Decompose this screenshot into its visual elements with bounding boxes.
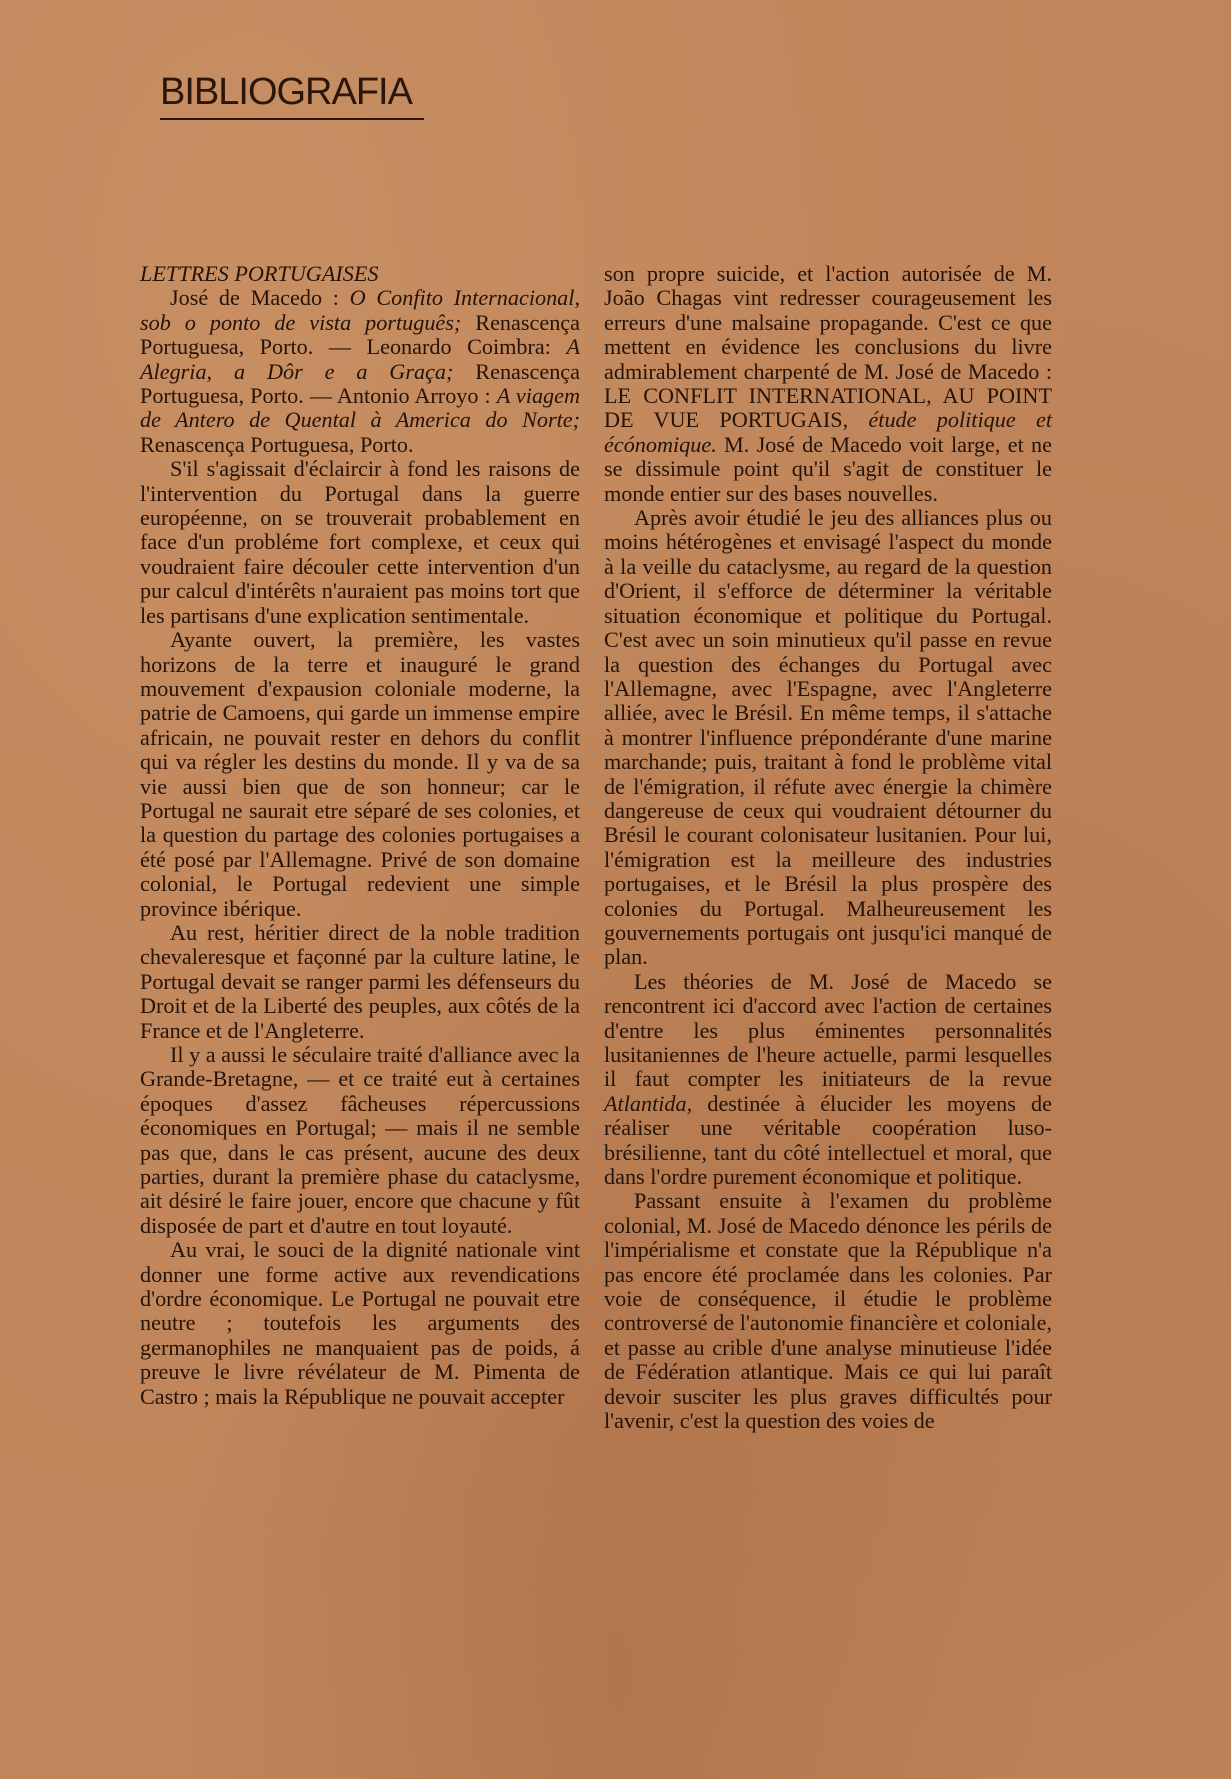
text-segment: M. José de Macedo voit large, et ne se dissimule point qu'il s'agit de constituer le monde entier sur des bases nouvelles. [604,431,1052,506]
text-segment: destinée à élucider les moyens de réaliser une véritable coopération luso-brésilienne, tant du côté intellectuel et moral, que dans l'ordre purement économique et politique. [604,1090,1052,1190]
paragraph-continued [604,262,1052,506]
text-segment: son propre suicide, et l'action autorisée de M. João Chagas vint redresser courageusement les erreurs d'une malsaine propagande. C'est ce que mettent en évidence les conclusions du livre admirablement charpenté de M. José de Macedo : LE CONFLIT INTERNATIONAL, AU POINT DE VUE PORTUGAIS, [604,261,1052,433]
right-column [604,262,1052,1434]
left-column [140,262,580,1409]
ref-title: O Confito Internacional, sob o ponto de vista português; [140,285,580,335]
paragraph [604,970,1052,1190]
ref-segment: Renascença Portuguesa, Porto. — Leonardo Coimbra: [140,309,580,360]
ref-title: A viagem de Antero de Quental à America do Norte; [140,383,580,433]
references-paragraph [140,286,580,457]
journal-title: Atlantida, [604,1090,693,1116]
ref-segment: Renascença Portuguesa, Porto. — Antonio Arroyo : [140,358,580,409]
section-title: LETTRES PORTUGAISES [140,261,379,286]
book-subtitle: étude politique et écónomique. [604,407,1052,457]
ref-title: A Alegria, a Dôr e a Graça; [140,334,580,384]
page-header: BIBLIOGRAFIA [160,72,424,120]
paragraph: Ayante ouvert, la première, les vastes horizons de la terre et inauguré le grand mouvement d'expausion coloniale moderne, la patrie de Camoens, qui garde un immense empire africain, ne pouvait rester en dehors du conflit qui va régler les destins du monde. Il y va de sa vie aussi bien que de son honneur; car le Portugal ne saurait etre séparé de ses colonies, et la question du partage des colonies portugaises a été posé par l'Allemagne. Privé de son domaine colonial, le Portugal redevient une simple province ibérique. [140,627,580,921]
paragraph: S'il s'agissait d'éclaircir à fond les raisons de l'intervention du Portugal dans la guerre européenne, on se trouverait probablement en face d'un probléme fort complexe, et ceux qui voudraient faire découler cette intervention d'un pur calcul d'intérêts n'auraient pas moins tort que les partisans d'une explication sentimentale. [140,456,580,628]
paragraph: Passant ensuite à l'examen du problème colonial, M. José de Macedo dénonce les périls de l'impérialisme et constate que la République n'a pas encore été proclamée dans les colonies. Par voie de conséquence, il étudie le problème controversé de l'autonomie financière et coloniale, et passe au crible d'une analyse minutieuse l'idée de Fédération atlantique. Mais ce qui lui paraît devoir susciter les plus graves difficultés pour l'avenir, c'est la question des voies de [604,1188,1052,1434]
text-segment: Les théories de M. José de Macedo se rencontrent ici d'accord avec l'action de certaines d'entre les plus éminentes personnalités lusitaniennes de l'heure actuelle, parmi lesquelles il faut compter les initiateurs de la revue [604,968,1052,1092]
paragraph: Après avoir étudié le jeu des alliances plus ou moins hétérogènes et envisagé l'aspect du monde à la veille du cataclysme, au regard de la question d'Orient, il s'efforce de déterminer la véritable situation économique et politique du Portugal. C'est avec un soin minutieux qu'il passe en revue la question des échanges du Portugal avec l'Allemagne, avec l'Espagne, avec l'Angleterre alliée, avec le Brésil. En même temps, il s'attache à montrer l'influence prépondérante d'une marine marchande; puis, traitant à fond le problème vital de l'émigration, il réfute avec énergie la chimère dangereuse de ceux qui voudraient détourner du Brésil le courant colonisateur lusitanien. Pour lui, l'émigration est la meilleure des industries portugaises, et le Brésil la plus prospère des colonies du Portugal. Malheureusement les gouvernements portugais ont jusqu'ici manqué de plan. [604,505,1052,970]
paragraph: Au vrai, le souci de la dignité nationale vint donner une forme active aux revendications d'ordre économique. Le Portugal ne pouvait etre neutre ; toutefois les arguments des germanophiles ne manquaient pas de poids, á preuve le livre révélateur de M. Pimenta de Castro ; mais la République ne pouvait accepter [140,1237,580,1409]
paragraph: Au rest, héritier direct de la noble tradition chevaleresque et façonné par la culture latine, le Portugal devait se ranger parmi les défenseurs du Droit et de la Liberté des peuples, aux côtés de la France et de l'Angleterre. [140,919,580,1043]
ref-segment: Renascença Portuguesa, Porto. [140,431,414,457]
ref-segment: José de Macedo : [170,285,350,311]
paragraph: Il y a aussi le séculaire traité d'alliance avec la Grande-Bretagne, — et ce traité eut à certaines époques d'assez fâcheuses répercussions économiques en Portugal; — mais il ne semble pas que, dans le cas présent, aucune des deux parties, durant la première phase du cataclysme, ait désiré le faire jouer, encore que chacune y fût disposée de part et d'autre en tout loyauté. [140,1042,580,1238]
